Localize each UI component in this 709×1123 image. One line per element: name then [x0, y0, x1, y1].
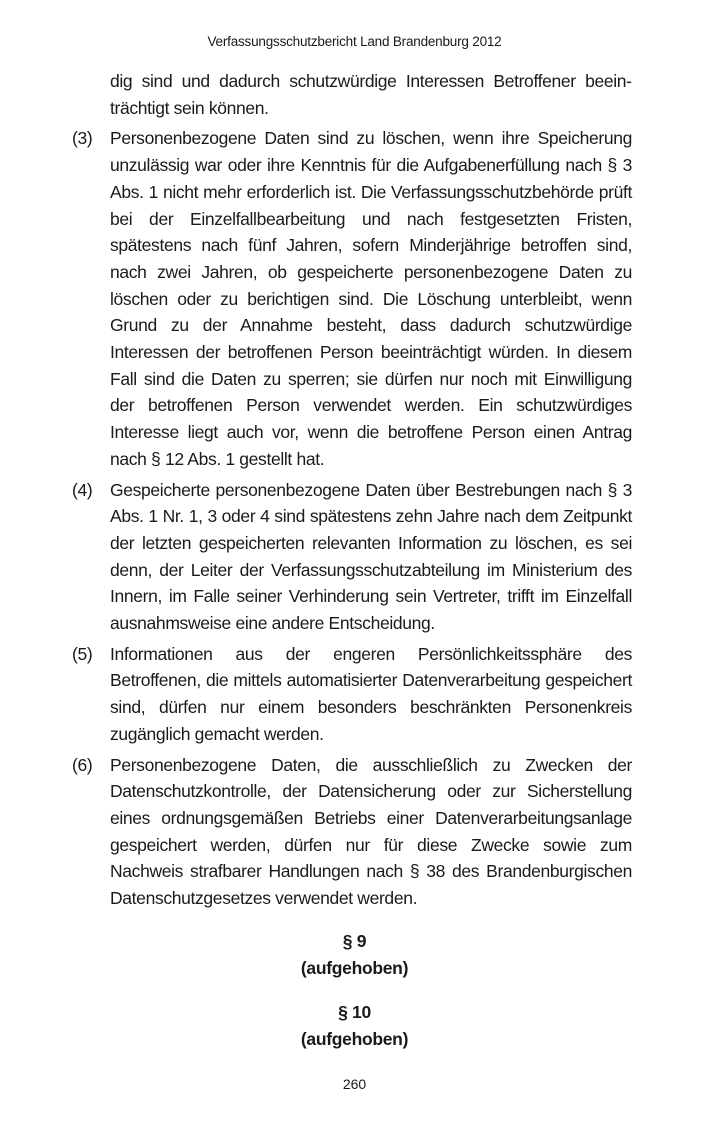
section-title: (aufgehoben)	[300, 958, 409, 978]
paragraph-text: Informationen aus der engeren Persönlichkeitssphäre des Betroffenen, die mittels automatisierter Datenverarbeitung gespeichert sind, dürfen nur einem besonders beschränkten Personenkreis zugänglich gemacht werden.	[110, 643, 632, 744]
section-title: (aufgehoben)	[300, 1029, 409, 1049]
paragraph-5	[72, 641, 632, 748]
continuation-text: dig sind und dadurch schutzwürdige Interessen Betroffener beeinträchtigt sein können.	[110, 71, 632, 118]
paragraph-number: (6)	[72, 754, 93, 775]
section-number: § 9	[342, 931, 367, 951]
page-number-label: 260	[342, 1076, 367, 1092]
page-body	[72, 68, 632, 912]
paragraph-4	[72, 477, 632, 637]
section-9-heading	[0, 928, 709, 982]
section-number: § 10	[338, 1002, 371, 1022]
paragraph-text: Personenbezogene Daten, die ausschließlich zu Zwecken der Datenschutzkontrolle, der Datensicherung oder zur Sicherstellung eines ordnungsgemäßen Betriebs einer Datenverarbeitungsanlage gespeichert werden, dürfen nur für diese Zwecke sowie zum Nachweis strafbarer Handlungen nach § 38 des Brandenburgischen Datenschutzgesetzes verwendet werden.	[110, 754, 632, 909]
paragraph-text: Personenbezogene Daten sind zu löschen, wenn ihre Speicherung unzulässig war oder ihre Kenntnis für die Aufgabenerfüllung nach § 3 Abs. 1 nicht mehr erforderlich ist. Die Verfassungsschutzbehörde prüft bei der Einzelfallbearbeitung und nach festgesetzten Fristen, spätestens nach fünf Jahren, sofern Minderjährige betroffen sind, nach zwei Jahren, ob gespeicherte personenbezogene Daten zu löschen oder zu berichtigen sind. Die Löschung unterbleibt, wenn Grund zu der Annahme besteht, dass dadurch schutzwürdige Interessen der betroffenen Person beeinträchtigt würden. In diesem Fall sind die Daten zu sperren; sie dürfen nur noch mit Einwilligung der betroffenen Person verwendet werden. Ein schutzwürdiges Interesse liegt auch vor, wenn die betroffene Person einen Antrag nach § 12 Abs. 1 gestellt hat.	[110, 128, 632, 469]
running-header	[0, 34, 709, 49]
paragraph-number: (5)	[72, 643, 93, 664]
paragraph-text: Gespeicherte personenbezogene Daten über Bestrebungen nach § 3 Abs. 1 Nr. 1, 3 oder 4 sind spätestens zehn Jahre nach dem Zeitpunkt der letzten gespeicherten relevanten Information zu löschen, es sei denn, der Leiter der Verfassungsschutzabteilung im Ministerium des Innern, im Falle seiner Verhinderung sein Vertreter, trifft im Einzelfall ausnahmsweise eine andere Entscheidung.	[110, 479, 632, 634]
page-number	[0, 1076, 709, 1092]
header-title: Verfassungsschutzbericht Land Brandenburg 2012	[207, 34, 502, 49]
paragraph-6	[72, 752, 632, 912]
paragraph-number: (3)	[72, 128, 93, 149]
section-10-heading	[0, 999, 709, 1053]
paragraph-number: (4)	[72, 479, 93, 500]
paragraph-3	[72, 125, 632, 472]
